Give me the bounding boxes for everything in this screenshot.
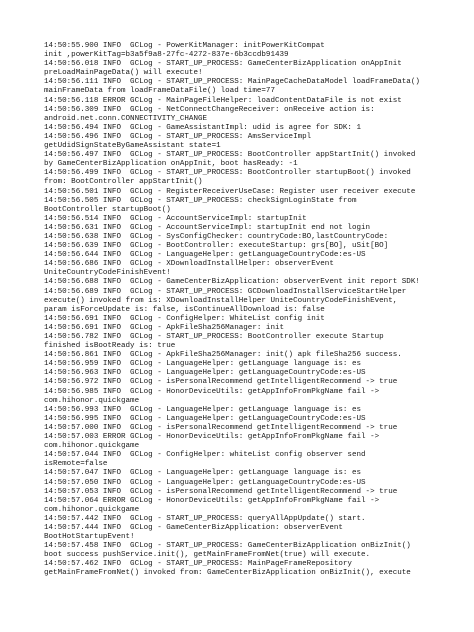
log-line: com.hihonor.quickgame: [44, 505, 140, 514]
log-line: mainFrameData from loadFrameDataFile() load time=77: [44, 87, 275, 96]
log-line: 14:50:56.972 INFO GCLog - isPersonalRecommend getIntelligentRecommend -> true: [44, 378, 398, 387]
log-line: 14:50:57.053 INFO GCLog - isPersonalRecommend getIntelligentRecommend -> true: [44, 487, 398, 496]
log-line: BootHotStartupEvent!: [44, 533, 135, 542]
log-line: 14:50:56.959 INFO GCLog - LanguageHelper: getLanguage language is: es: [44, 360, 362, 369]
log-line: init ,powerKitTag=b3a5f9a8-27fc-4272-837e-6b3ccdb91439: [44, 51, 289, 60]
log-line: UniteCountryCodeFinishEvent!: [44, 269, 171, 278]
log-line: getMainFrameFromNet() invoked from: GameCenterBizApplication onBizInit(), execute: [44, 569, 411, 578]
log-line: 14:50:56.514 INFO GCLog - AccountServiceImpl: startupInit: [44, 214, 307, 223]
log-line: 14:50:56.309 INFO GCLog - NetConnectChangeReceiver: onReceive action is:: [44, 105, 375, 114]
log-line: 14:50:57.442 INFO GCLog - START_UP_PROCESS: queryAllAppUpdate() start.: [44, 514, 366, 523]
log-line: 14:50:56.691 INFO GCLog - ApkFileSha256Manager: init: [44, 323, 285, 332]
log-line: 14:50:57.444 INFO GCLog - GameCenterBizApplication: observerEvent: [44, 523, 343, 532]
log-line: com.hihonor.quickgame: [44, 396, 140, 405]
log-line: 14:50:56.691 INFO GCLog - ConfigHelper: WhiteList config init: [44, 314, 325, 323]
log-line: from: BootController appStartInit(): [44, 178, 203, 187]
log-line: preLoadMainPageData() will execute!: [44, 69, 203, 78]
log-line: getUdidSignStateByGameAssistant state=1: [44, 142, 221, 151]
log-line: param isForceUpdate is: false, isContinueAllDownload is: false: [44, 305, 325, 314]
log-line: 14:50:56.782 INFO GCLog - START_UP_PROCESS: BootController execute Startup: [44, 333, 384, 341]
log-line: 14:50:56.018 INFO GCLog - START_UP_PROCESS: GameCenterBizApplication onAppInit: [44, 60, 402, 69]
log-line: 14:50:56.638 INFO GCLog - SysConfigChecker: countryCode:BO,lastCountryCode:: [44, 232, 389, 241]
log-line: android.net.conn.CONNECTIVITY_CHANGE: [44, 114, 208, 123]
log-line: BootController startupBoot(): [44, 205, 171, 214]
log-line: 14:50:56.993 INFO GCLog - LanguageHelper: getLanguage language is: es: [44, 405, 362, 414]
log-line: 14:50:57.064 ERROR GCLog - HonorDeviceUtils: getAppInfoFromPkgName fail ->: [44, 496, 380, 505]
log-line: 14:50:57.458 INFO GCLog - START_UP_PROCESS: GameCenterBizApplication onBizInit(): [44, 542, 411, 551]
log-line: 14:50:56.631 INFO GCLog - AccountServiceImpl: startupInit end not login: [44, 223, 371, 232]
log-line: 14:50:56.644 INFO GCLog - LanguageHelper: getLanguageCountryCode:es-US: [44, 251, 366, 260]
log-line: 14:50:57.003 ERROR GCLog - HonorDeviceUtils: getAppInfoFromPkgName fail ->: [44, 433, 380, 442]
log-line: 14:50:57.044 INFO GCLog - ConfigHelper: whiteList config observer send: [44, 451, 366, 460]
log-line: 14:50:56.494 INFO GCLog - GameAssistantImpl: udid is agree for SDK: 1: [44, 123, 362, 132]
log-line: 14:50:56.963 INFO GCLog - LanguageHelper: getLanguageCountryCode:es-US: [44, 369, 366, 378]
log-line: 14:50:56.995 INFO GCLog - LanguageHelper: getLanguageCountryCode:es-US: [44, 414, 366, 423]
log-line: by GameCenterBizApplication onAppInit, boot hasReady: -1: [44, 160, 298, 169]
log-line: 14:50:56.686 INFO GCLog - XDownloadInstallHelper: observerEvent: [44, 260, 334, 269]
log-line: 14:50:55.900 INFO GCLog - PowerKitManager: initPowerKitCompat: [44, 42, 325, 50]
log-line: 14:50:56.985 INFO GCLog - HonorDeviceUtils: getAppInfoFromPkgName fail ->: [44, 387, 380, 396]
log-line: execute() invoked from is: XDownloadInstallHelper UniteCountryCodeFinishEvent,: [44, 296, 398, 305]
log-line: 14:50:56.118 ERROR GCLog - MainPageFileHelper: loadContentDataFile is not exist: [44, 96, 402, 105]
log-line: 14:50:56.111 INFO GCLog - START_UP_PROCESS: MainPageCacheDataModel loadFrameData(): [44, 78, 420, 87]
log-line: isRemote=false: [44, 460, 108, 469]
log-line: 14:50:57.462 INFO GCLog - START_UP_PROCESS: MainPageFrameRepository: [44, 560, 352, 569]
log-line: 14:50:56.496 INFO GCLog - START_UP_PROCESS: AmsServiceImpl: [44, 132, 312, 141]
log-line: 14:50:56.497 INFO GCLog - START_UP_PROCESS: BootController appStartInit() invoked: [44, 151, 416, 160]
log-line: 14:50:57.050 INFO GCLog - LanguageHelper: getLanguageCountryCode:es-US: [44, 478, 366, 487]
log-line: 14:50:56.501 INFO GCLog - RegisterReceiverUseCase: Register user receiver execute: [44, 187, 416, 196]
log-text-block: [44, 42, 469, 579]
log-line: 14:50:56.505 INFO GCLog - START_UP_PROCESS: checkSignLoginState from: [44, 196, 357, 205]
log-line: 14:50:56.499 INFO GCLog - START_UP_PROCESS: BootController startupBoot() invoked: [44, 169, 411, 178]
log-line: com.hihonor.quickgame: [44, 442, 140, 451]
log-line: 14:50:57.000 INFO GCLog - isPersonalRecommend getIntelligentRecommend -> true: [44, 423, 398, 432]
log-line: boot success pushService.init(), getMainFrameFromNet(true) will execute.: [44, 551, 371, 560]
log-line: 14:50:57.047 INFO GCLog - LanguageHelper: getLanguage language is: es: [44, 469, 362, 478]
log-line: 14:50:56.688 INFO GCLog - GameCenterBizApplication: observerEvent init report SDK!: [44, 278, 420, 287]
log-line: 14:50:56.639 INFO GCLog - BootController: executeStartup: grs[BO], uSit[BO]: [44, 242, 389, 251]
log-line: finished isBootReady is: true: [44, 342, 176, 351]
log-line: 14:50:56.861 INFO GCLog - ApkFileSha256Manager: init() apk fileSha256 success.: [44, 351, 402, 360]
log-line: 14:50:56.689 INFO GCLog - START_UP_PROCESS: GCDownloadInstallServiceStartHelper: [44, 287, 407, 296]
